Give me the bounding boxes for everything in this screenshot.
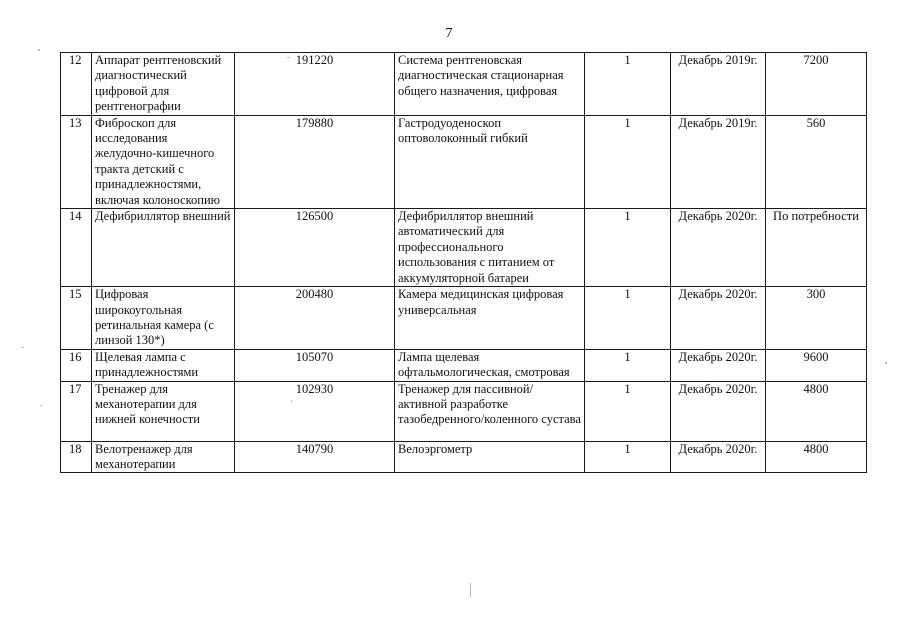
equipment-name-cell: Цифровая широкоугольная ретинальная камера (с линзой 130*)	[92, 287, 235, 350]
date-cell: Декабрь 2020г.	[671, 209, 766, 287]
code-cell: 140790	[235, 441, 395, 473]
table-row	[61, 209, 867, 287]
page-number: 7	[445, 26, 453, 41]
description-cell: Камера медицинская цифровая универсальная	[395, 287, 585, 350]
row-number-cell: 18	[61, 441, 92, 473]
amount-cell: 560	[766, 115, 867, 208]
scan-speck	[22, 347, 24, 348]
equipment-name-cell: Велотренажер для механотерапии	[92, 441, 235, 473]
date-cell: Декабрь 2020г.	[671, 381, 766, 441]
table-row	[61, 441, 867, 473]
equipment-name-cell: Дефибриллятор внешний	[92, 209, 235, 287]
date-cell: Декабрь 2019г.	[671, 115, 766, 208]
scan-speck	[885, 362, 887, 364]
quantity-cell: 1	[585, 209, 671, 287]
description-cell: Система рентгеновская диагностическая стационарная общего назначения, цифровая	[395, 53, 585, 116]
scan-speck	[38, 49, 40, 51]
amount-cell: 7200	[766, 53, 867, 116]
date-cell: Декабрь 2019г.	[671, 53, 766, 116]
equipment-name-cell: Тренажер для механотерапии для нижней конечности	[92, 381, 235, 441]
code-cell: 126500	[235, 209, 395, 287]
equipment-name-cell: Аппарат рентгеновский диагностический цифровой для рентгенографии	[92, 53, 235, 116]
code-cell: 200480	[235, 287, 395, 350]
description-cell: Дефибриллятор внешний автоматический для профессионального использования с питанием от аккумуляторной батареи	[395, 209, 585, 287]
amount-cell: 300	[766, 287, 867, 350]
table-row	[61, 115, 867, 208]
amount-cell: 4800	[766, 381, 867, 441]
code-cell: 105070	[235, 349, 395, 381]
table-row	[61, 287, 867, 350]
row-number-cell: 16	[61, 349, 92, 381]
equipment-name-cell: Фиброскоп для исследования желудочно-кишечного тракта детский с принадлежностями, включая колоноскопию	[92, 115, 235, 208]
amount-cell: 4800	[766, 441, 867, 473]
description-cell: Лампа щелевая офтальмологическая, смотровая	[395, 349, 585, 381]
scan-speck	[287, 57, 290, 58]
code-cell: 179880	[235, 115, 395, 208]
description-cell: Тренажер для пассивной/активной разработке тазобедренного/коленного сустава	[395, 381, 585, 441]
quantity-cell: 1	[585, 115, 671, 208]
table-row	[61, 381, 867, 441]
date-cell: Декабрь 2020г.	[671, 441, 766, 473]
quantity-cell: 1	[585, 349, 671, 381]
description-cell: Гастродуоденоскоп оптоволоконный гибкий	[395, 115, 585, 208]
equipment-table	[60, 52, 867, 473]
table-row	[61, 349, 867, 381]
row-number-cell: 12	[61, 53, 92, 116]
quantity-cell: 1	[585, 53, 671, 116]
quantity-cell: 1	[585, 287, 671, 350]
code-cell: 102930	[235, 381, 395, 441]
row-number-cell: 13	[61, 115, 92, 208]
table-row	[61, 53, 867, 116]
date-cell: Декабрь 2020г.	[671, 349, 766, 381]
amount-cell: 9600	[766, 349, 867, 381]
row-number-cell: 15	[61, 287, 92, 350]
description-cell: Велоэргометр	[395, 441, 585, 473]
quantity-cell: 1	[585, 381, 671, 441]
scan-speck	[291, 400, 292, 402]
date-cell: Декабрь 2020г.	[671, 287, 766, 350]
row-number-cell: 14	[61, 209, 92, 287]
code-cell: 191220	[235, 53, 395, 116]
row-number-cell: 17	[61, 381, 92, 441]
equipment-name-cell: Щелевая лампа с принадлежностями	[92, 349, 235, 381]
table-body	[61, 53, 867, 473]
scan-speck	[40, 405, 42, 406]
quantity-cell: 1	[585, 441, 671, 473]
scan-speck	[470, 583, 471, 597]
amount-cell: По потребности	[766, 209, 867, 287]
